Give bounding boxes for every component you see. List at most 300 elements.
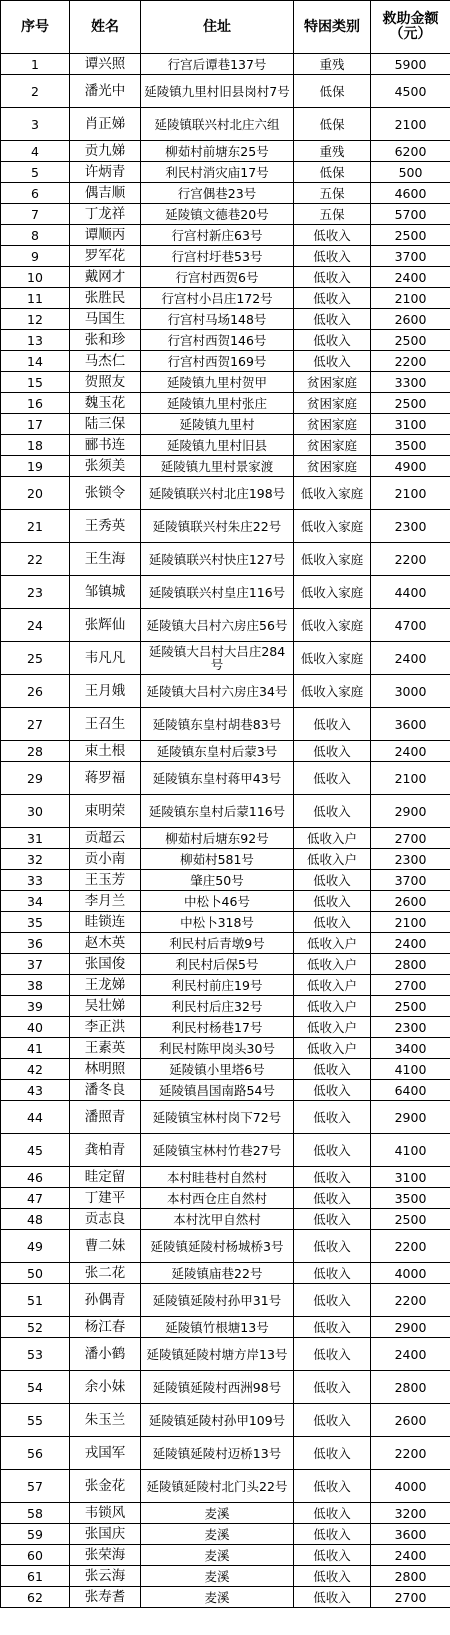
cell-index: 58: [1, 1503, 70, 1524]
cell-amount: 2100: [371, 108, 450, 141]
cell-name: 贡志良: [70, 1209, 141, 1230]
cell-amount: 2100: [371, 477, 450, 510]
col-header-address: 住址: [141, 1, 294, 54]
cell-category: 低收入户: [294, 1017, 371, 1038]
cell-index: 56: [1, 1437, 70, 1470]
table-row: [1, 1284, 450, 1317]
cell-index: 8: [1, 225, 70, 246]
col-header-category: 特困类别: [294, 1, 371, 54]
cell-amount: 2200: [371, 1284, 450, 1317]
cell-address: 延陵镇东皇村后蒙116号: [141, 795, 294, 828]
cell-name: 潘光中: [70, 75, 141, 108]
cell-amount: 3200: [371, 1503, 450, 1524]
cell-category: 低收入: [294, 1371, 371, 1404]
cell-index: 24: [1, 609, 70, 642]
cell-name: 张国庆: [70, 1524, 141, 1545]
cell-index: 32: [1, 849, 70, 870]
cell-address: 延陵镇大吕村六房庄56号: [141, 609, 294, 642]
cell-address: 麦溪: [141, 1503, 294, 1524]
cell-category: 低保: [294, 162, 371, 183]
cell-category: 低收入户: [294, 849, 371, 870]
cell-name: 朱玉兰: [70, 1404, 141, 1437]
cell-category: 贫困家庭: [294, 372, 371, 393]
cell-index: 33: [1, 870, 70, 891]
cell-category: 贫困家庭: [294, 456, 371, 477]
table-row: [1, 741, 450, 762]
cell-amount: 2500: [371, 330, 450, 351]
cell-name: 张寿耆: [70, 1587, 141, 1608]
cell-amount: 4100: [371, 1134, 450, 1167]
table-row: [1, 1587, 450, 1608]
cell-amount: 4000: [371, 1470, 450, 1503]
cell-name: 赵木英: [70, 933, 141, 954]
cell-name: 杨江春: [70, 1317, 141, 1338]
cell-amount: 2500: [371, 1209, 450, 1230]
cell-address: 利民村后庄32号: [141, 996, 294, 1017]
cell-category: 低收入: [294, 330, 371, 351]
cell-category: 低收入: [294, 1101, 371, 1134]
table-row: [1, 183, 450, 204]
cell-amount: 6200: [371, 141, 450, 162]
cell-name: 潘冬良: [70, 1080, 141, 1101]
table-row: [1, 1230, 450, 1263]
table-row: [1, 54, 450, 75]
table-row: [1, 330, 450, 351]
cell-name: 魏玉花: [70, 393, 141, 414]
cell-address: 利民村后青墩9号: [141, 933, 294, 954]
cell-address: 延陵镇小里塔6号: [141, 1059, 294, 1080]
cell-address: 中松卜46号: [141, 891, 294, 912]
table-row: [1, 162, 450, 183]
table-row: [1, 1167, 450, 1188]
cell-address: 柳茹村前塘东25号: [141, 141, 294, 162]
cell-category: 低收入: [294, 309, 371, 330]
cell-name: 马国生: [70, 309, 141, 330]
cell-name: 王龙娣: [70, 975, 141, 996]
cell-address: 行宫村西贺6号: [141, 267, 294, 288]
cell-index: 19: [1, 456, 70, 477]
cell-amount: 4900: [371, 456, 450, 477]
cell-name: 李月兰: [70, 891, 141, 912]
cell-index: 45: [1, 1134, 70, 1167]
cell-address: 柳茹村581号: [141, 849, 294, 870]
cell-category: 低收入家庭: [294, 675, 371, 708]
table-row: [1, 1017, 450, 1038]
cell-index: 31: [1, 828, 70, 849]
cell-category: 低收入: [294, 870, 371, 891]
table-row: [1, 912, 450, 933]
cell-category: 低收入: [294, 762, 371, 795]
cell-name: 张金花: [70, 1470, 141, 1503]
cell-address: 延陵镇九里村景家渡: [141, 456, 294, 477]
table-row: [1, 1470, 450, 1503]
cell-index: 39: [1, 996, 70, 1017]
cell-index: 43: [1, 1080, 70, 1101]
table-row: [1, 954, 450, 975]
cell-category: 低收入: [294, 795, 371, 828]
cell-category: 低收入: [294, 1080, 371, 1101]
table-row: [1, 1263, 450, 1284]
table-row: [1, 609, 450, 642]
cell-name: 王玉芳: [70, 870, 141, 891]
col-header-index: 序号: [1, 1, 70, 54]
table-row: [1, 225, 450, 246]
cell-amount: 3100: [371, 1167, 450, 1188]
cell-address: 延陵镇联兴村朱庄22号: [141, 510, 294, 543]
cell-amount: 2400: [371, 267, 450, 288]
cell-name: 张二花: [70, 1263, 141, 1284]
cell-index: 15: [1, 372, 70, 393]
cell-category: 低保: [294, 75, 371, 108]
cell-index: 22: [1, 543, 70, 576]
cell-index: 29: [1, 762, 70, 795]
cell-category: 低保: [294, 108, 371, 141]
cell-category: 贫困家庭: [294, 414, 371, 435]
table-row: [1, 141, 450, 162]
cell-amount: 3100: [371, 414, 450, 435]
cell-name: 曹二妹: [70, 1230, 141, 1263]
cell-address: 利民村消灾庙17号: [141, 162, 294, 183]
cell-category: 重残: [294, 54, 371, 75]
cell-address: 行宫村新庄63号: [141, 225, 294, 246]
table-row: [1, 795, 450, 828]
cell-category: 低收入家庭: [294, 543, 371, 576]
cell-name: 韦锁风: [70, 1503, 141, 1524]
cell-index: 5: [1, 162, 70, 183]
cell-amount: 6400: [371, 1080, 450, 1101]
cell-category: 低收入: [294, 1587, 371, 1608]
cell-category: 低收入: [294, 1524, 371, 1545]
cell-name: 陆三保: [70, 414, 141, 435]
cell-name: 蒋罗福: [70, 762, 141, 795]
table-row: [1, 849, 450, 870]
cell-index: 47: [1, 1188, 70, 1209]
cell-index: 1: [1, 54, 70, 75]
table-row: [1, 246, 450, 267]
table-row: [1, 1317, 450, 1338]
table-body: [1, 54, 450, 1608]
cell-category: 贫困家庭: [294, 435, 371, 456]
cell-address: 延陵镇延陵村孙甲31号: [141, 1284, 294, 1317]
table-row: [1, 1101, 450, 1134]
cell-index: 13: [1, 330, 70, 351]
cell-name: 张胜民: [70, 288, 141, 309]
cell-index: 37: [1, 954, 70, 975]
cell-address: 延陵镇九里村旧县: [141, 435, 294, 456]
cell-address: 延陵镇东皇村蒋甲43号: [141, 762, 294, 795]
cell-amount: 4600: [371, 183, 450, 204]
table-row: [1, 1437, 450, 1470]
cell-address: 利民村前庄19号: [141, 975, 294, 996]
table-row: [1, 435, 450, 456]
cell-category: 五保: [294, 204, 371, 225]
cell-address: 本村眭巷村自然村: [141, 1167, 294, 1188]
cell-index: 35: [1, 912, 70, 933]
cell-address: 利民村杨巷17号: [141, 1017, 294, 1038]
cell-index: 36: [1, 933, 70, 954]
cell-category: 低收入: [294, 1134, 371, 1167]
cell-address: 延陵镇庙巷22号: [141, 1263, 294, 1284]
table-row: [1, 393, 450, 414]
table-row: [1, 309, 450, 330]
cell-address: 延陵镇九里村张庄: [141, 393, 294, 414]
table-row: [1, 1188, 450, 1209]
cell-index: 3: [1, 108, 70, 141]
cell-address: 麦溪: [141, 1587, 294, 1608]
cell-category: 低收入: [294, 1437, 371, 1470]
cell-name: 林明照: [70, 1059, 141, 1080]
cell-index: 26: [1, 675, 70, 708]
cell-category: 低收入户: [294, 954, 371, 975]
cell-address: 延陵镇宝林村竹巷27号: [141, 1134, 294, 1167]
cell-amount: 2300: [371, 1017, 450, 1038]
cell-name: 贡小南: [70, 849, 141, 870]
cell-category: 低收入: [294, 1503, 371, 1524]
cell-name: 肖正娣: [70, 108, 141, 141]
cell-category: 低收入家庭: [294, 510, 371, 543]
cell-address: 麦溪: [141, 1545, 294, 1566]
cell-amount: 2900: [371, 1317, 450, 1338]
cell-index: 25: [1, 642, 70, 675]
cell-amount: 3500: [371, 435, 450, 456]
cell-name: 李正洪: [70, 1017, 141, 1038]
table-row: [1, 933, 450, 954]
cell-category: 低收入: [294, 1545, 371, 1566]
cell-category: 低收入: [294, 708, 371, 741]
cell-address: 延陵镇东皇村后蒙3号: [141, 741, 294, 762]
cell-address: 行宫村马场148号: [141, 309, 294, 330]
cell-category: 低收入: [294, 246, 371, 267]
cell-name: 邹镇城: [70, 576, 141, 609]
cell-category: 低收入: [294, 1284, 371, 1317]
table-row: [1, 762, 450, 795]
cell-category: 低收入户: [294, 1038, 371, 1059]
cell-amount: 500: [371, 162, 450, 183]
cell-index: 11: [1, 288, 70, 309]
cell-amount: 3300: [371, 372, 450, 393]
cell-amount: 2200: [371, 1230, 450, 1263]
cell-address: 麦溪: [141, 1524, 294, 1545]
cell-name: 王月娥: [70, 675, 141, 708]
table-row: [1, 1371, 450, 1404]
table-row: [1, 1080, 450, 1101]
cell-amount: 2200: [371, 1437, 450, 1470]
cell-category: 低收入: [294, 225, 371, 246]
table-row: [1, 477, 450, 510]
cell-name: 张和珍: [70, 330, 141, 351]
cell-name: 眭锁连: [70, 912, 141, 933]
cell-category: 低收入: [294, 267, 371, 288]
cell-amount: 2500: [371, 996, 450, 1017]
cell-name: 眭定留: [70, 1167, 141, 1188]
table-row: [1, 351, 450, 372]
cell-name: 马杰仁: [70, 351, 141, 372]
table-row: [1, 870, 450, 891]
cell-name: 王召生: [70, 708, 141, 741]
cell-amount: 2300: [371, 510, 450, 543]
cell-amount: 2700: [371, 828, 450, 849]
cell-index: 46: [1, 1167, 70, 1188]
table-row: [1, 891, 450, 912]
table-row: [1, 204, 450, 225]
cell-category: 低收入: [294, 1404, 371, 1437]
cell-address: 柳茹村后塘东92号: [141, 828, 294, 849]
cell-amount: 2200: [371, 543, 450, 576]
cell-index: 21: [1, 510, 70, 543]
cell-index: 54: [1, 1371, 70, 1404]
cell-index: 60: [1, 1545, 70, 1566]
cell-address: 延陵镇延陵村杨城桥3号: [141, 1230, 294, 1263]
cell-index: 7: [1, 204, 70, 225]
cell-amount: 2700: [371, 975, 450, 996]
cell-index: 61: [1, 1566, 70, 1587]
cell-category: 低收入: [294, 351, 371, 372]
cell-index: 55: [1, 1404, 70, 1437]
cell-index: 51: [1, 1284, 70, 1317]
cell-name: 束土根: [70, 741, 141, 762]
table-row: [1, 1503, 450, 1524]
cell-category: 低收入户: [294, 975, 371, 996]
cell-index: 17: [1, 414, 70, 435]
cell-name: 束明荣: [70, 795, 141, 828]
cell-name: 张云海: [70, 1566, 141, 1587]
cell-amount: 2800: [371, 1566, 450, 1587]
cell-amount: 2600: [371, 891, 450, 912]
cell-name: 偶吉顺: [70, 183, 141, 204]
cell-index: 38: [1, 975, 70, 996]
cell-address: 延陵镇延陵村北门头22号: [141, 1470, 294, 1503]
table-row: [1, 1566, 450, 1587]
table-row: [1, 372, 450, 393]
col-header-name: 姓名: [70, 1, 141, 54]
cell-amount: 2100: [371, 762, 450, 795]
cell-amount: 3000: [371, 675, 450, 708]
cell-address: 行宫村西贺146号: [141, 330, 294, 351]
cell-index: 2: [1, 75, 70, 108]
cell-amount: 2500: [371, 393, 450, 414]
cell-name: 潘照青: [70, 1101, 141, 1134]
cell-amount: 3600: [371, 708, 450, 741]
cell-amount: 3600: [371, 1524, 450, 1545]
cell-category: 低收入: [294, 1188, 371, 1209]
cell-amount: 2400: [371, 741, 450, 762]
cell-address: 麦溪: [141, 1566, 294, 1587]
cell-name: 郦书连: [70, 435, 141, 456]
cell-name: 丁龙祥: [70, 204, 141, 225]
cell-address: 延陵镇联兴村皇庄116号: [141, 576, 294, 609]
cell-name: 潘小鹤: [70, 1338, 141, 1371]
cell-address: 利民村后保5号: [141, 954, 294, 975]
cell-name: 王生海: [70, 543, 141, 576]
table-row: [1, 996, 450, 1017]
table-row: [1, 642, 450, 675]
cell-index: 23: [1, 576, 70, 609]
cell-amount: 3700: [371, 246, 450, 267]
cell-index: 18: [1, 435, 70, 456]
cell-name: 韦凡凡: [70, 642, 141, 675]
cell-category: 低收入: [294, 1317, 371, 1338]
cell-category: 低收入户: [294, 828, 371, 849]
cell-name: 贡九娣: [70, 141, 141, 162]
cell-index: 10: [1, 267, 70, 288]
cell-amount: 2400: [371, 1545, 450, 1566]
cell-name: 谭顺丙: [70, 225, 141, 246]
cell-index: 48: [1, 1209, 70, 1230]
cell-address: 行宫偶巷23号: [141, 183, 294, 204]
cell-address: 肇庄50号: [141, 870, 294, 891]
cell-amount: 2600: [371, 1404, 450, 1437]
cell-name: 张须美: [70, 456, 141, 477]
cell-name: 吴壮娣: [70, 996, 141, 1017]
cell-category: 重残: [294, 141, 371, 162]
cell-name: 余小妹: [70, 1371, 141, 1404]
cell-category: 低收入: [294, 288, 371, 309]
cell-index: 28: [1, 741, 70, 762]
cell-amount: 5700: [371, 204, 450, 225]
cell-address: 本村西仓庄自然村: [141, 1188, 294, 1209]
table-row: [1, 708, 450, 741]
table-row: [1, 1209, 450, 1230]
table-row: [1, 543, 450, 576]
cell-index: 12: [1, 309, 70, 330]
cell-amount: 2400: [371, 642, 450, 675]
cell-name: 戎国军: [70, 1437, 141, 1470]
cell-address: 行宫村圩巷53号: [141, 246, 294, 267]
cell-address: 延陵镇延陵村西洲98号: [141, 1371, 294, 1404]
cell-address: 延陵镇联兴村北庄198号: [141, 477, 294, 510]
cell-address: 行宫村西贺169号: [141, 351, 294, 372]
cell-category: 五保: [294, 183, 371, 204]
table-row: [1, 456, 450, 477]
cell-category: 低收入: [294, 1230, 371, 1263]
cell-index: 40: [1, 1017, 70, 1038]
cell-address: 延陵镇东皇村胡巷83号: [141, 708, 294, 741]
cell-address: 延陵镇联兴村北庄六组: [141, 108, 294, 141]
table-row: [1, 510, 450, 543]
cell-category: 低收入: [294, 912, 371, 933]
cell-index: 34: [1, 891, 70, 912]
cell-name: 贡超云: [70, 828, 141, 849]
cell-name: 张荣海: [70, 1545, 141, 1566]
cell-name: 许炳青: [70, 162, 141, 183]
cell-name: 谭兴照: [70, 54, 141, 75]
cell-address: 行宫后谭巷137号: [141, 54, 294, 75]
cell-name: 罗军花: [70, 246, 141, 267]
table-row: [1, 1059, 450, 1080]
cell-amount: 2300: [371, 849, 450, 870]
cell-amount: 2900: [371, 795, 450, 828]
cell-category: 贫困家庭: [294, 393, 371, 414]
cell-category: 低收入: [294, 1338, 371, 1371]
cell-category: 低收入家庭: [294, 609, 371, 642]
cell-category: 低收入: [294, 741, 371, 762]
cell-category: 低收入: [294, 1059, 371, 1080]
table-row: [1, 576, 450, 609]
cell-address: 利民村陈甲岗头30号: [141, 1038, 294, 1059]
table-row: [1, 414, 450, 435]
cell-category: 低收入家庭: [294, 642, 371, 675]
table-row: [1, 1038, 450, 1059]
cell-address: 中松卜318号: [141, 912, 294, 933]
cell-name: 张辉仙: [70, 609, 141, 642]
cell-amount: 3700: [371, 870, 450, 891]
cell-index: 62: [1, 1587, 70, 1608]
cell-address: 行宫村小吕庄172号: [141, 288, 294, 309]
table-row: [1, 1524, 450, 1545]
table-row: [1, 108, 450, 141]
cell-amount: 4500: [371, 75, 450, 108]
cell-amount: 2900: [371, 1101, 450, 1134]
